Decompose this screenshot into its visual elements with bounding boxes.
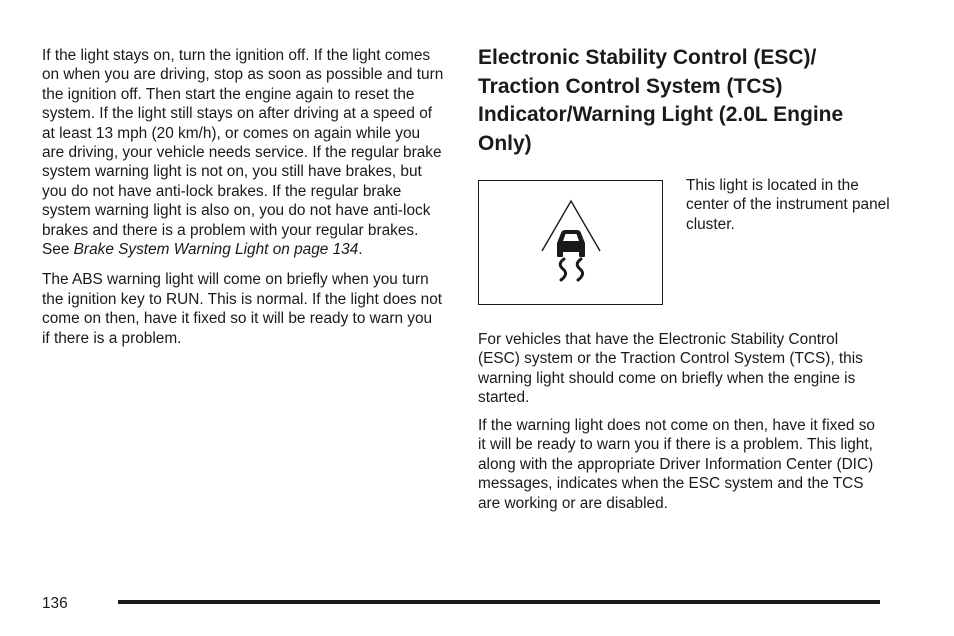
- footer-rule: [118, 600, 880, 604]
- icon-frame: [478, 180, 663, 305]
- section-heading: Electronic Stability Control (ESC)/ Traction Control System (TCS) Indicator/Warning Light (2.0L Engine Only): [478, 46, 844, 155]
- esc-tcs-warning-icon: [537, 197, 605, 287]
- left-column: [42, 46, 444, 348]
- page-number: 136: [42, 595, 68, 612]
- left-paragraph-1: If the light stays on, turn the ignition off. If the light comes on when you are driving, stop as soon as possible and turn the ignition off. Then start the engine again to reset the system. If the light still stays on after driving at a speed of at least 13 mph (20 km/h), or comes on again while you are driving, your vehicle needs service. If the regular brake system warning light is not on, you still have brakes, but you do not have anti-lock brakes. If the regular brake system warning light is also on, you do not have anti-lock brakes and there is a problem with your regular brakes. See Brake System Warning Light on page 134.: [42, 47, 444, 259]
- icon-location-text: This light is located in the center of the instrument panel cluster.: [686, 177, 890, 233]
- right-paragraph-2: If the warning light does not come on then, have it fixed so it will be ready to warn you if there is a problem. This light, along with the appropriate Driver Information Center (DIC) messages, indicates when the ESC system and the TCS are working or are disabled.: [478, 417, 875, 512]
- left-paragraph-2: The ABS warning light will come on briefly when you turn the ignition key to RUN. This is normal. If the light does not come on then, have it fixed so it will be ready to warn you if there is a problem.: [42, 271, 443, 347]
- brake-warning-reference[interactable]: Brake System Warning Light on page 134: [73, 241, 359, 259]
- right-paragraph-1: For vehicles that have the Electronic Stability Control (ESC) system or the Traction Control System (TCS), this warning light should come on briefly when the engine is started.: [478, 331, 863, 407]
